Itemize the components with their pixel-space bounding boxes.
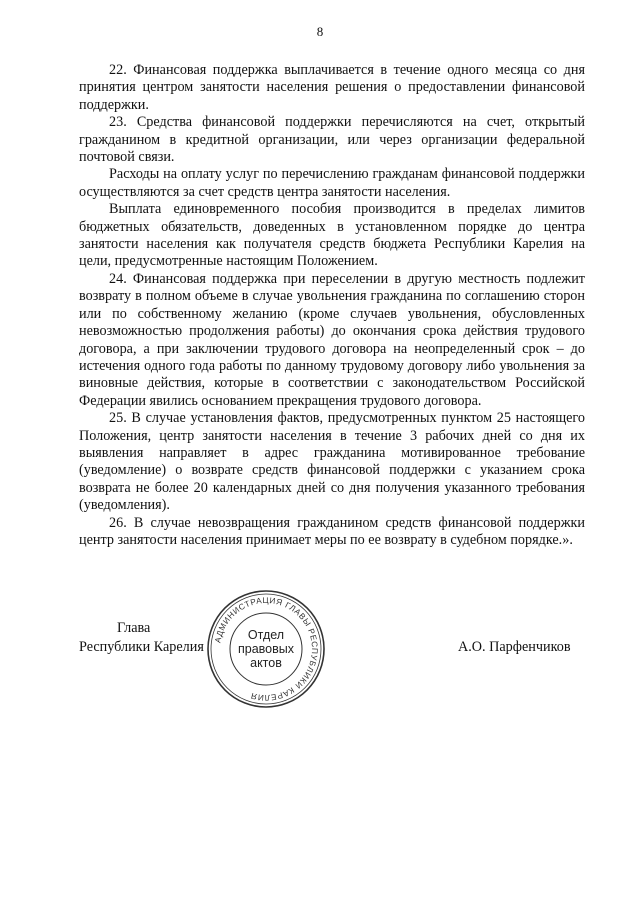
paragraph-26: 26. В случае невозвращения гражданином средств финансовой поддержки центр занятости населения принимает меры по ее возврату в судебном порядке.». [79, 514, 585, 548]
page-number: 8 [316, 24, 324, 39]
stamp-line2: правовых [238, 642, 294, 656]
paragraph-lump-sum: Выплата единовременного пособия производится в пределах лимитов бюджетных обязательств, доведенных в установленном порядке до центра занятости населения как получателя средств бюджета Республики Карелия на цели, предусмотренные настоящим Положением. [79, 201, 585, 270]
stamp-line3: актов [250, 656, 282, 670]
signatory-title-line1: Глава [117, 620, 151, 636]
signatory-title-line2: Республики Карелия [79, 639, 204, 655]
paragraph-24: 24. Финансовая поддержка при переселении в другую местность подлежит возврату в полном объеме в случае увольнения гражданина по соглашению сторон или по собственному желанию (кроме случаев увольнения, обусловленных невозможностью продолжения работы) до окончания срока действия трудового договора, а при заключении трудового договора на неопределенный срок – до истечения одного года работы по данному трудовому договору либо увольнения за виновные действия, которые в соответствии с законодательством Российской Федерации явились основанием прекращения трудового договора. [79, 270, 585, 409]
document-body [79, 62, 585, 549]
stamp-center [232, 615, 300, 683]
paragraph-25: 25. В случае установления фактов, предусмотренных пунктом 25 настоящего Положения, центр занятости населения в течение 3 рабочих дней со дня их выявления направляет в адрес гражданина мотивированное требование (уведомление) о возврате средств финансовой поддержки с указанием срока возврата не более 20 календарных дней со дня получения указанного требования (уведомления). [79, 410, 585, 514]
signatory-name: А.О. Парфенчиков [458, 639, 571, 655]
stamp-line1: Отдел [247, 628, 285, 642]
paragraph-22: 22. Финансовая поддержка выплачивается в течение одного месяца со дня принятия центром занятости населения решения о предоставлении финансовой поддержки. [79, 62, 585, 113]
signatory-title [79, 619, 204, 657]
paragraph-payment-costs: Расходы на оплату услуг по перечислению гражданам финансовой поддержки осуществляются за счет средств центра занятости населения. [79, 166, 585, 200]
stamp-ring-text: АДМИНИСТРАЦИЯ ГЛАВЫ РЕСПУБЛИКИ КАРЕЛИЯ [213, 595, 320, 703]
paragraph-23: 23. Средства финансовой поддержки перечисляются на счет, открытый гражданином в кредитной организации, или через организации федеральной почтовой связи. [79, 114, 585, 166]
official-stamp [204, 587, 328, 711]
